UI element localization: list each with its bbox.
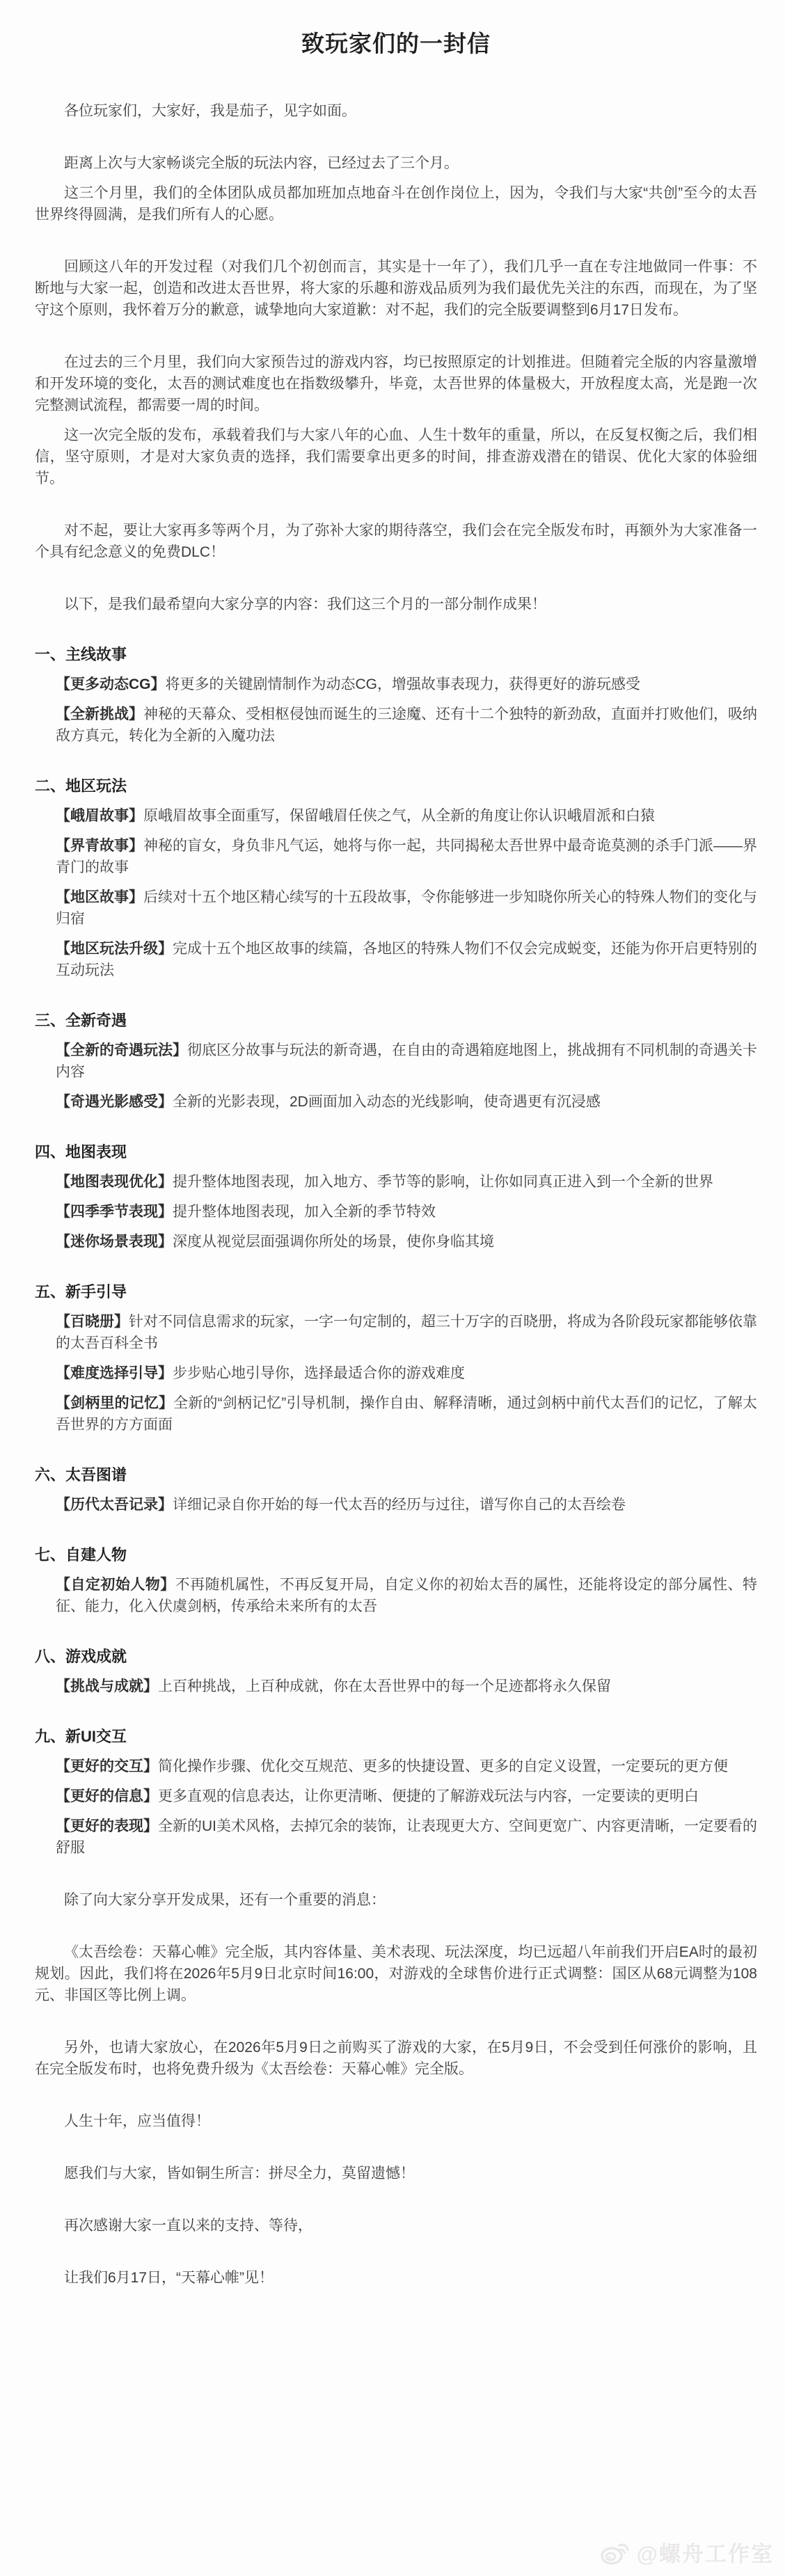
feature-item — [56, 1362, 757, 1384]
paragraph: 让我们6月17日，“天幕心帷”见！ — [64, 2270, 274, 2286]
feature-text: 神秘的盲女，身负非凡气运，她将与你一起，共同揭秘太吾世界中最奇诡莫测的杀手门派——界青门的故事 — [56, 838, 757, 875]
feature-item — [56, 1756, 757, 1777]
feature-label: 【界青故事】 — [56, 838, 143, 854]
feature-item — [56, 1091, 757, 1113]
feature-item — [56, 1040, 757, 1083]
feature-text: 提升整体地图表现，加入地方、季节等的影响，让你如同真正进入到一个全新的世界 — [173, 1174, 713, 1190]
feature-text: 原峨眉故事全面重写，保留峨眉任侠之气，从全新的角度让你认识峨眉派和白猿 — [143, 808, 655, 824]
feature-label: 【全新的奇遇玩法】 — [56, 1042, 187, 1058]
paragraph: 《太吾绘卷：天幕心帷》完全版，其内容体量、美术表现、玩法深度，均已远超八年前我们开启EA时的最初规划。因此，我们将在2026年5月9日北京时间16:00，对游戏的全球售价进行正式调整：国区从68元调整为108元、非国区等比例上调。 — [35, 1944, 757, 2003]
feature-item — [56, 835, 757, 878]
feature-label: 【更好的表现】 — [56, 1818, 158, 1834]
feature-label: 【地区玩法升级】 — [56, 941, 173, 957]
feature-text: 提升整体地图表现，加入全新的季节特效 — [173, 1204, 436, 1220]
feature-text: 全新的UI美术风格，去掉冗余的装饰，让表现更大方、空间更宽广、内容更清晰，一定要看的舒服 — [56, 1818, 757, 1856]
feature-label: 【地区故事】 — [56, 889, 143, 905]
page-title: 致玩家们的一封信 — [301, 31, 491, 56]
feature-text: 后续对十五个地区精心续写的十五段故事，令你能够进一步知晓你所关心的特殊人物们的变化与归宿 — [56, 889, 757, 927]
paragraph: 愿我们与大家，皆如铜生所言：拼尽全力，莫留遗憾！ — [64, 2165, 415, 2181]
section-heading: 六、太吾图谱 — [35, 1466, 127, 1484]
section-heading: 五、新手引导 — [35, 1283, 127, 1301]
letter-body — [35, 100, 757, 2289]
feature-item — [56, 805, 757, 827]
paragraph: 在过去的三个月里，我们向大家预告过的游戏内容，均已按照原定的计划推进。但随着完全版的内容量激增和开发环境的变化，太吾的测试难度也在指数级攀升，毕竟，太吾世界的体量极大，开放程度太高，光是跑一次完整测试流程，都需要一周的时间。 — [35, 354, 757, 413]
section-heading: 八、游戏成就 — [35, 1648, 127, 1665]
feature-label: 【四季季节表现】 — [56, 1204, 173, 1220]
paragraph: 以下，是我们最希望向大家分享的内容：我们这三个月的一部分制作成果！ — [64, 596, 546, 612]
feature-text: 全新的光影表现，2D画面加入动态的光线影响，使奇遇更有沉浸感 — [173, 1094, 601, 1110]
feature-label: 【历代太吾记录】 — [56, 1497, 173, 1513]
feature-item — [56, 1676, 757, 1697]
feature-item — [56, 1171, 757, 1193]
feature-label: 【更多动态CG】 — [56, 676, 166, 692]
feature-label: 【难度选择引导】 — [56, 1365, 173, 1381]
feature-item — [56, 674, 757, 695]
feature-item — [56, 1786, 757, 1807]
watermark — [600, 2536, 774, 2568]
feature-label: 【地图表现优化】 — [56, 1174, 173, 1190]
feature-label: 【全新挑战】 — [56, 706, 143, 722]
feature-item — [56, 1494, 757, 1516]
feature-text: 针对不同信息需求的玩家，一字一句定制的，超三十万字的百晓册，将成为各阶段玩家都能够依靠的太吾百科全书 — [56, 1314, 757, 1351]
feature-label: 【奇遇光影感受】 — [56, 1094, 173, 1110]
feature-text: 彻底区分故事与玩法的新奇遇，在自由的奇遇箱庭地图上，挑战拥有不同机制的奇遇关卡内容 — [56, 1042, 757, 1080]
section-heading: 三、全新奇遇 — [35, 1012, 127, 1029]
feature-label: 【峨眉故事】 — [56, 808, 143, 824]
feature-text: 上百种挑战，上百种成就，你在太吾世界中的每一个足迹都将永久保留 — [158, 1678, 611, 1694]
feature-item — [56, 1311, 757, 1354]
paragraph: 再次感谢大家一直以来的支持、等待， — [64, 2218, 312, 2234]
paragraph: 这一次完全版的发布，承载着我们与大家八年的心血、人生十数年的重量，所以，在反复权衡之后，我们相信，坚守原则，才是对大家负责的选择，我们需要拿出更多的时间，排查游戏潜在的错误、优化大家的体验细节。 — [35, 427, 757, 486]
section-heading: 一、主线故事 — [35, 646, 127, 663]
weibo-icon — [600, 2539, 632, 2566]
feature-label: 【剑柄里的记忆】 — [56, 1395, 174, 1411]
feature-text: 完成十五个地区故事的续篇，各地区的特殊人物们不仅会完成蜕变，还能为你开启更特别的互动玩法 — [56, 941, 757, 978]
feature-item — [56, 887, 757, 930]
feature-label: 【更好的信息】 — [56, 1788, 158, 1804]
feature-label: 【更好的交互】 — [56, 1758, 158, 1774]
section-heading: 四、地图表现 — [35, 1143, 127, 1161]
feature-text: 神秘的天幕众、受相枢侵蚀而诞生的三途魔、还有十二个独特的新劲敌，直面并打败他们，吸纳敌方真元，转化为全新的入魔功法 — [56, 706, 757, 744]
paragraph: 距离上次与大家畅谈完全版的玩法内容，已经过去了三个月。 — [64, 155, 459, 171]
feature-text: 全新的“剑柄记忆”引导机制，操作自由、解释清晰，通过剑柄中前代太吾们的记忆，了解太吾世界的方方面面 — [56, 1395, 758, 1433]
feature-label: 【挑战与成就】 — [56, 1678, 158, 1694]
feature-text: 详细记录自你开始的每一代太吾的经历与过往，谱写你自己的太吾绘卷 — [173, 1497, 626, 1513]
paragraph: 回顾这八年的开发过程（对我们几个初创而言，其实是十一年了），我们几乎一直在专注地做同一件事：不断地与大家一起，创造和改进太吾世界，将大家的乐趣和游戏品质列为我们最优先关注的东西，而现在，为了坚守这个原则，我怀着万分的歉意，诚挚地向大家道歉：对不起，我们的完全版要调整到6月17日发布。 — [35, 259, 757, 318]
paragraph: 另外，也请大家放心，在2026年5月9日之前购买了游戏的大家，在5月9日，不会受到任何涨价的影响，且在完全版发布时，也将免费升级为《太吾绘卷：天幕心帷》完全版。 — [35, 2040, 757, 2077]
paragraph: 各位玩家们，大家好，我是茄子，见字如面。 — [64, 103, 356, 119]
paragraph: 对不起，要让大家再多等两个月，为了弥补大家的期待落空，我们会在完全版发布时，再额外为大家准备一个具有纪念意义的免费DLC！ — [35, 523, 757, 560]
feature-item — [56, 1574, 757, 1617]
paragraph: 除了向大家分享开发成果，还有一个重要的消息： — [64, 1892, 386, 1908]
feature-item — [56, 703, 757, 747]
feature-item — [56, 1815, 757, 1859]
feature-label: 【自定初始人物】 — [56, 1577, 175, 1593]
feature-label: 【迷你场景表现】 — [56, 1234, 173, 1250]
watermark-text: @螺舟工作室 — [636, 2542, 774, 2566]
feature-label: 【百晓册】 — [56, 1314, 129, 1330]
feature-item — [56, 938, 757, 981]
feature-text: 将更多的关键剧情制作为动态CG，增强故事表现力，获得更好的游玩感受 — [165, 676, 640, 692]
paragraph: 人生十年，应当值得！ — [64, 2113, 210, 2129]
feature-item — [56, 1201, 757, 1223]
feature-item — [56, 1231, 757, 1253]
feature-text: 深度从视觉层面强调你所处的场景，使你身临其境 — [173, 1234, 494, 1250]
section-heading: 二、地区玩法 — [35, 777, 127, 795]
feature-item — [56, 1392, 757, 1436]
section-heading: 九、新UI交互 — [35, 1728, 127, 1745]
feature-text: 步步贴心地引导你，选择最适合你的游戏难度 — [173, 1365, 465, 1381]
section-heading: 七、自建人物 — [35, 1546, 127, 1564]
feature-text: 更多直观的信息表达，让你更清晰、便捷的了解游戏玩法与内容，一定要读的更明白 — [158, 1788, 699, 1804]
paragraph: 这三个月里，我们的全体团队成员都加班加点地奋斗在创作岗位上，因为，令我们与大家“共创”至今的太吾世界终得圆满，是我们所有人的心愿。 — [35, 185, 757, 223]
feature-text: 不再随机属性，不再反复开局，自定义你的初始太吾的属性，还能将设定的部分属性、特征、能力，化入伏虞剑柄，传承给未来所有的太吾 — [56, 1577, 758, 1614]
feature-text: 简化操作步骤、优化交互规范、更多的快捷设置、更多的自定义设置，一定要玩的更方便 — [158, 1758, 728, 1774]
